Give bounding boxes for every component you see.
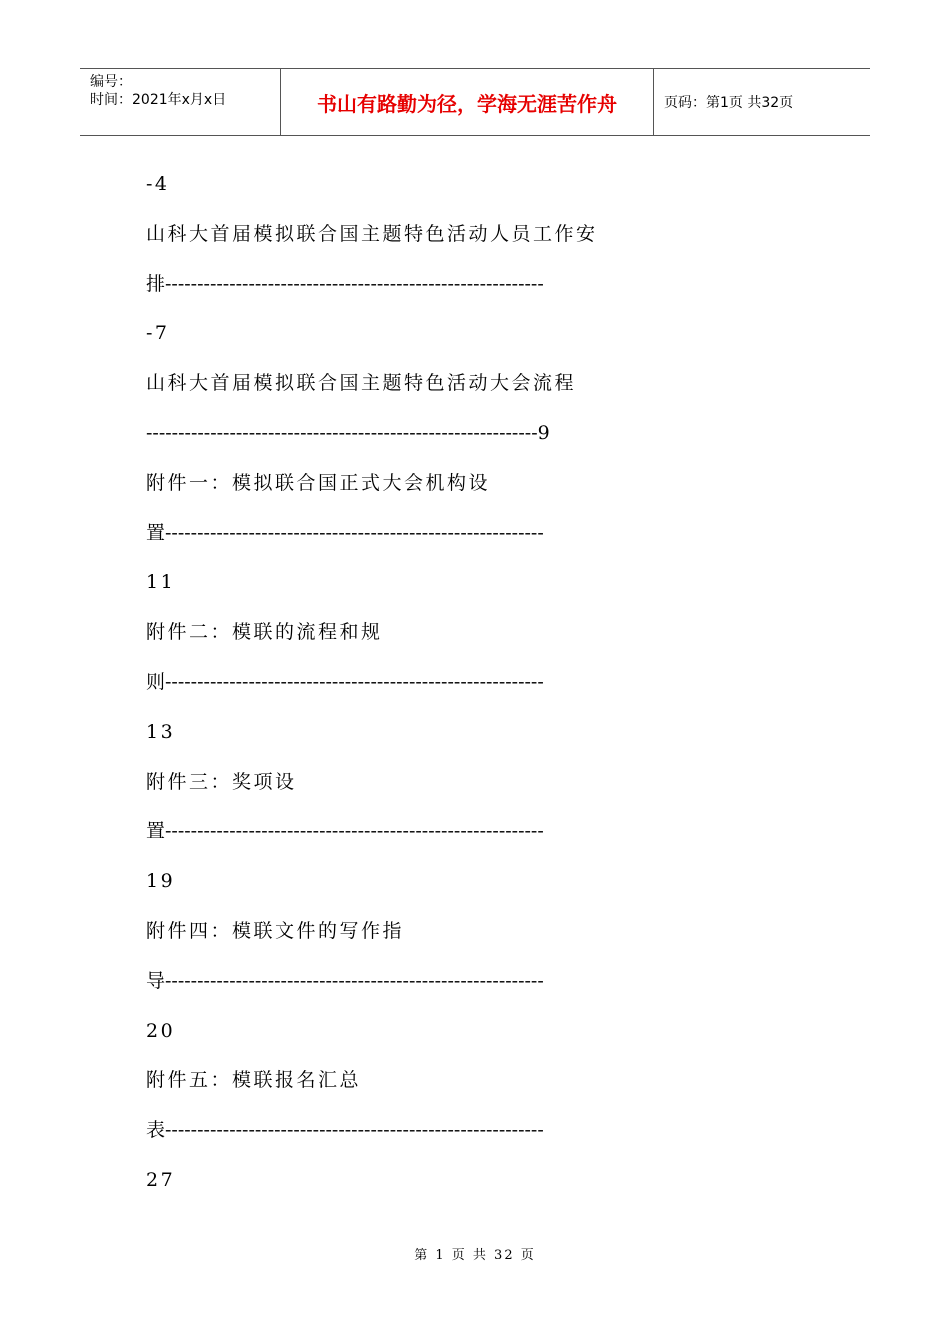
- document-number-label: 编号：: [90, 74, 132, 90]
- toc-line: 则-----------------------------------------------------------: [146, 670, 544, 693]
- toc-line: -7: [146, 322, 170, 345]
- toc-line: 附件一：模拟联合国正式大会机构设: [146, 471, 491, 494]
- toc-line: 山科大首届模拟联合国主题特色活动人员工作安: [146, 222, 598, 245]
- toc-line: 置-----------------------------------------------------------: [146, 521, 544, 544]
- header-page-info: 页码：第1页 共32页: [664, 95, 794, 111]
- toc-line: 13: [146, 720, 176, 743]
- header-meta: [80, 69, 281, 135]
- toc-line: 20: [146, 1019, 176, 1042]
- header-motto: 书山有路勤为径，学海无涯苦作舟: [281, 69, 654, 135]
- toc-line: 附件四：模联文件的写作指: [146, 919, 405, 942]
- document-date: 时间：2021年x月x日: [90, 92, 227, 108]
- toc-line: -------------------------------------------------------------9: [146, 421, 550, 444]
- toc-line: 27: [146, 1168, 176, 1191]
- toc-line: 表-----------------------------------------------------------: [146, 1119, 544, 1142]
- toc-line: 11: [146, 571, 176, 594]
- toc-line: 导-----------------------------------------------------------: [146, 969, 544, 992]
- toc-line: 19: [146, 870, 176, 893]
- toc-line: 山科大首届模拟联合国主题特色活动大会流程: [146, 372, 577, 395]
- page-footer: 第 1 页 共 32 页: [414, 1248, 536, 1263]
- toc-line: 排-----------------------------------------------------------: [146, 272, 544, 295]
- toc-line: 附件三：奖项设: [146, 770, 297, 793]
- toc-line: 附件五：模联报名汇总: [146, 1069, 362, 1092]
- page-header: [80, 68, 870, 136]
- toc-line: 置-----------------------------------------------------------: [146, 820, 544, 843]
- table-of-contents: [146, 160, 806, 1206]
- toc-line: -4: [146, 173, 170, 195]
- toc-line: 附件二：模联的流程和规: [146, 621, 383, 644]
